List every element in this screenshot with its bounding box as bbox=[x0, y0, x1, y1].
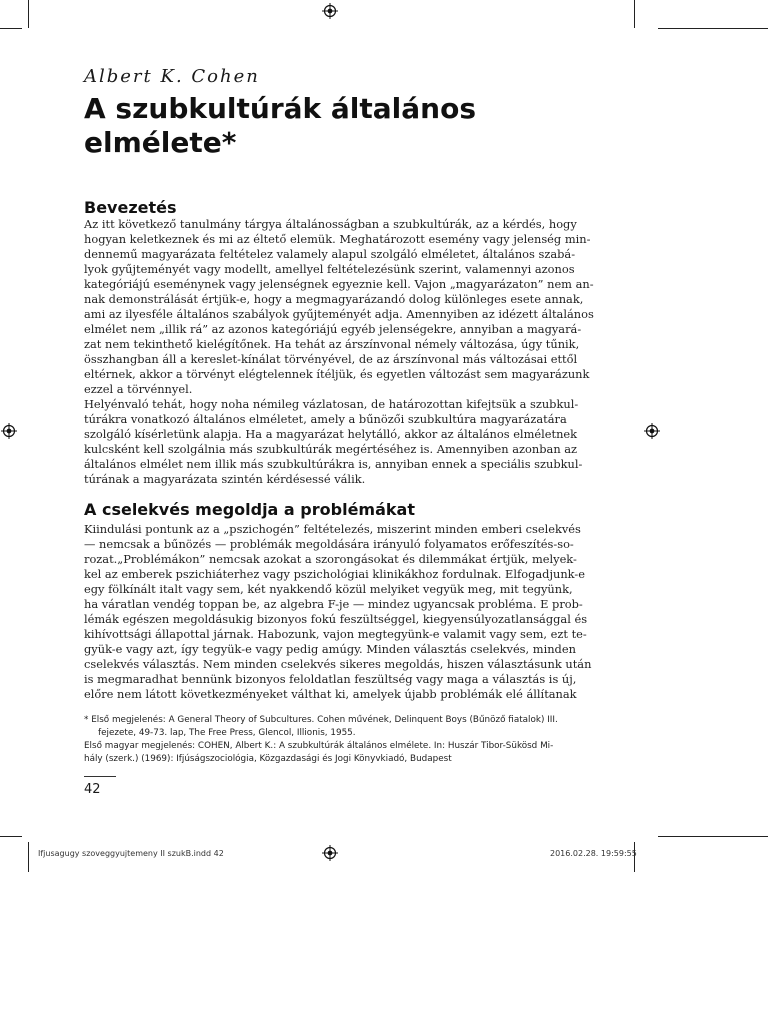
footnote-line: fejezete, 49-73. lap, The Free Press, Glencol, Illionis, 1955. bbox=[98, 728, 356, 738]
text-line: dennemű magyarázata feltételez valamely alapul szolgáló elméletet, általános szabá- bbox=[84, 247, 576, 261]
text-line: összhangban áll a kereslet-kínálat törvényével, de az árszínvonal más változásai ettől bbox=[84, 352, 578, 366]
footnote-line: * Első megjelenés: A General Theory of Subcultures. Cohen művének, Delinquent Boys (Bűnöző fiatalok) III. bbox=[84, 715, 558, 725]
footnotes bbox=[84, 714, 564, 766]
crop-mark bbox=[0, 28, 22, 29]
paragraph bbox=[84, 217, 594, 397]
text-line: egy fölkínált italt vagy sem, két nyakkendő közül melyiket vegyük meg, mit tegyünk, bbox=[84, 582, 573, 596]
footnote-line: hály (szerk.) (1969): Ifjúságszociológia, Közgazdasági és Jogi Könyvkiadó, Budapest bbox=[84, 754, 452, 764]
paragraph bbox=[84, 397, 583, 487]
author-name: Albert K. Cohen bbox=[84, 66, 260, 87]
crop-mark bbox=[28, 842, 29, 872]
crop-mark bbox=[634, 0, 635, 28]
text-line: kategóriájú eseménynek vagy jelenségnek egyeznie kell. Vajon „magyarázaton” nem an- bbox=[84, 277, 594, 291]
text-line: előre nem látott következményeket válthat ki, amelyek újabb problémák elé állítanak bbox=[84, 687, 577, 701]
text-line: túrának a magyarázata szintén kérdésessé válik. bbox=[84, 472, 366, 486]
crop-mark bbox=[0, 836, 22, 837]
text-line: szolgáló kísérletünk alapja. Ha a magyarázat helytálló, akkor az általános elméletnek bbox=[84, 427, 578, 441]
text-line: is megmaradhat bennünk bizonyos feloldatlan feszültség vagy maga a választás is új, bbox=[84, 672, 577, 686]
text-line: kel az emberek pszichiáterhez vagy pszichológiai klinikákhoz fordulnak. Elfogadjunk-e bbox=[84, 567, 585, 581]
text-line: Helyénvaló tehát, hogy noha némileg vázlatosan, de határozottan kifejtsük a szubkul- bbox=[84, 397, 579, 411]
text-line: Az itt következő tanulmány tárgya általánosságban a szubkultúrák, az a kérdés, hogy bbox=[84, 217, 577, 231]
text-line: — nemcsak a bűnözés — problémák megoldására irányuló folyamatos erőfeszítés-so- bbox=[84, 537, 574, 551]
section-heading-cselekves: A cselekvés megoldja a problémákat bbox=[84, 500, 415, 519]
text-line: eltérnek, akkor a törvényt elégtelennek ítéljük, és egyetlen változást sem magyarázunk bbox=[84, 367, 590, 381]
title-line: elmélete* bbox=[84, 126, 237, 159]
text-line: gyük-e vagy azt, így tegyük-e vagy pedig amúgy. Minden választás cselekvés, minden bbox=[84, 642, 576, 656]
text-line: általános elmélet nem illik más szubkultúrákra is, annyiban ennek a speciális szubkul- bbox=[84, 457, 583, 471]
text-line: elmélet nem „illik rá” az azonos kategóriájú egyéb jelenségekre, annyiban a magyará- bbox=[84, 322, 582, 336]
registration-mark-icon bbox=[644, 423, 660, 439]
footnote-line: Első magyar megjelenés: COHEN, Albert K.: A szubkultúrák általános elmélete. In: Huszár Tibor-Sükösd Mi- bbox=[84, 741, 554, 751]
text-line: ami az ilyesféle általános szabályok gyűjteményét adja. Amennyiben az idézett általános bbox=[84, 307, 594, 321]
registration-mark-icon bbox=[1, 423, 17, 439]
text-line: túrákra vonatkozó általános elméletet, amely a bűnözői szubkultúra magyarázatára bbox=[84, 412, 567, 426]
crop-mark bbox=[658, 28, 768, 29]
page-number: 42 bbox=[84, 782, 101, 797]
page-number-rule bbox=[84, 776, 116, 777]
slug-datetime: 2016.02.28. 19:59:55 bbox=[550, 849, 637, 858]
section-heading-bevezetes: Bevezetés bbox=[84, 198, 177, 217]
text-line: rozat.„Problémákon” nemcsak azokat a szorongásokat és dilemmákat értjük, melyek- bbox=[84, 552, 577, 566]
text-line: lyok gyűjteményét vagy modellt, amellyel feltételezésünk szerint, valamennyi azonos bbox=[84, 262, 575, 276]
text-line: ha váratlan vendég toppan be, az algebra F-je — mindez ugyancsak probléma. E prob- bbox=[84, 597, 583, 611]
crop-mark bbox=[28, 0, 29, 28]
slug-filename: Ifjusagugy szoveggyujtemeny II szukB.indd 42 bbox=[38, 849, 224, 858]
text-line: kulcsként kell szolgálnia más szubkultúrák megértéséhez is. Amennyiben azonban az bbox=[84, 442, 578, 456]
registration-mark-icon bbox=[322, 845, 338, 861]
page-title bbox=[84, 92, 644, 160]
text-line: Kiindulási pontunk az a „pszichogén” feltételezés, miszerint minden emberi cselekvés bbox=[84, 522, 581, 536]
title-line: A szubkultúrák általános bbox=[84, 92, 476, 125]
text-line: zat nem tekinthető kielégítőnek. Ha tehát az árszínvonal némely változása, úgy tűnik, bbox=[84, 337, 580, 351]
text-line: lémák egészen megoldásukig bizonyos fokú feszültséggel, kiegyensúlyozatlansággal és bbox=[84, 612, 588, 626]
registration-mark-icon bbox=[322, 3, 338, 19]
text-line: hogyan keletkeznek és mi az éltető elemük. Meghatározott esemény vagy jelenség min- bbox=[84, 232, 591, 246]
text-line: kihívottsági állapottal járnak. Habozunk, vajon megtegyünk-e valamit vagy sem, ezt te- bbox=[84, 627, 587, 641]
text-line: nak demonstrálását értjük-e, hogy a megmagyarázandó dolog különleges esete annak, bbox=[84, 292, 584, 306]
text-line: ezzel a törvénnyel. bbox=[84, 382, 193, 396]
text-line: cselekvés választás. Nem minden cselekvés sikeres megoldás, hiszen választásunk után bbox=[84, 657, 592, 671]
paragraph bbox=[84, 522, 592, 702]
crop-mark bbox=[658, 836, 768, 837]
